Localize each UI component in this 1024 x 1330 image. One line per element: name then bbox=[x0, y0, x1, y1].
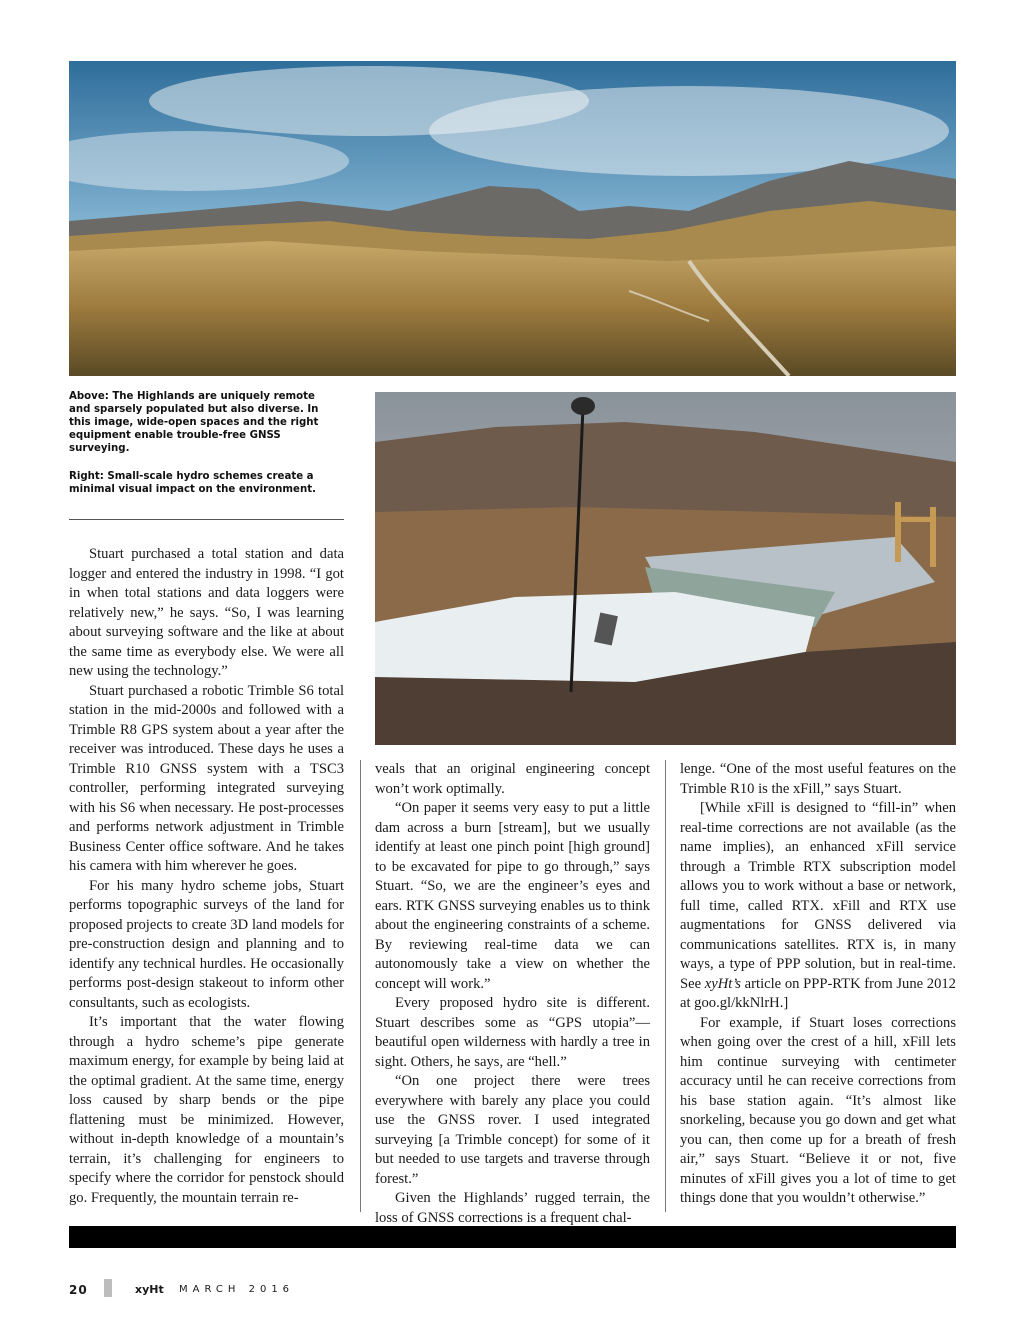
folio-marker bbox=[104, 1279, 112, 1297]
article-paragraph: For his many hydro scheme jobs, Stuart performs topographic surveys of the land for proposed projects to create 3D land models for pre-construction design and planning and to identify any technical hurdles. He occasionally performs post-design stakeout to inform other consultants, such as ecologists. bbox=[69, 877, 344, 1011]
issue-date: MARCH 2016 bbox=[179, 1284, 295, 1295]
highlands-landscape-photo bbox=[69, 61, 956, 376]
article-paragraph: Stuart purchased a robotic Trimble S6 total station in the mid-2000s and followed with a Trimble R8 GPS system about a year after the receiver was introduced. These days he uses a Trimble R10 GNSS system with a TSC3 controller, performing integrated surveying with his S6 when necessary. He post-processes and performs network adjustment in Trimble Business Center office software. And he takes his camera with him wherever he goes. bbox=[69, 682, 344, 874]
caption-above-label: Above: bbox=[69, 391, 109, 402]
article-paragraph: lenge. “One of the most useful features on the Trimble R10 is the xFill,” says Stuart. bbox=[680, 761, 956, 797]
column-divider bbox=[360, 760, 361, 1212]
article-column-2 bbox=[375, 760, 650, 1228]
article-paragraph: “On paper it seems very easy to put a little dam across a burn [stream], but we usually identify at least one pinch point [high ground] to be excavated for pipe to go through,” says Stuart. “So, we are the engineer’s eyes and ears. RTK GNSS surveying enables us to think about the engineering constraints of a scheme. By reviewing real-time data we can autonomously take a view on whether the concept will work.” bbox=[375, 800, 650, 992]
article-paragraph: Stuart purchased a total station and data logger and entered the industry in 1998. “I got in when total stations and data loggers were relatively new,” he says. “So, I was learning about surveying software and the like at about the same time as everybody else. We were all new using the technology.” bbox=[69, 546, 344, 679]
article-paragraph: Every proposed hydro site is different. Stuart describes some as “GPS utopia”—beautiful open wilderness with hardly a tree in sight. Others, he says, are “hell.” bbox=[375, 995, 650, 1070]
caption-right-label: Right: bbox=[69, 471, 104, 482]
caption-above-text: The Highlands are uniquely remote and sparsely populated but also diverse. In this image, wide-open spaces and the right equipment enable trouble-free GNSS surveying. bbox=[69, 391, 319, 454]
article-paragraph: veals that an original engineering concept won’t work optimally. bbox=[375, 761, 650, 797]
paragraph-text: [While xFill is designed to “fill-in” when real-time corrections are not available (as the name implies), an enhanced xFill service through a Trimble RTX subscription model allows you to work without a base or network, full time, called RTX. xFill and RTX use augmentations for GNSS delivered via communications satellites. RTX is, in many ways, a type of PPP solution, but in real-time. See bbox=[680, 800, 956, 992]
article-paragraph-xfill bbox=[680, 799, 956, 1014]
magazine-name: xyHt bbox=[135, 1283, 164, 1296]
article-paragraph: “On one project there were trees everywhere with barely any place you could use the GNSS rover. I used integrated surveying [a Trimble concept) for some of it but needed to use targets and traverse through forest.” bbox=[375, 1073, 650, 1187]
article-paragraph: It’s important that the water flowing through a hydro scheme’s pipe generate maximum energy, for example by being laid at the optimal gradient. At the same time, energy loss caused by sharp bends or the pipe flattening must be minimized. However, without in-depth knowledge of a mountain’s terrain, it’s challenging for engineers to specify where the corridor for penstock should go. Frequently, the mountain terrain re- bbox=[69, 1014, 344, 1206]
caption-divider bbox=[69, 519, 344, 520]
article-paragraph: Given the Highlands’ rugged terrain, the loss of GNSS corrections is a frequent chal- bbox=[375, 1190, 650, 1226]
article-column-3 bbox=[680, 760, 956, 1209]
caption-right bbox=[69, 470, 339, 496]
hydro-scheme-photo bbox=[375, 392, 956, 745]
footer-bar bbox=[69, 1226, 956, 1248]
paragraph-text: article on PPP-RTK from June 2012 at goo.gl/kkNlrH.] bbox=[680, 975, 956, 1011]
magazine-name-italic: xyHt’s bbox=[704, 975, 741, 992]
page-number: 20 bbox=[69, 1283, 88, 1297]
article-column-1 bbox=[69, 545, 344, 1208]
caption-above bbox=[69, 390, 339, 455]
column-divider bbox=[665, 760, 666, 1212]
article-paragraph: For example, if Stuart loses corrections when going over the crest of a hill, xFill lets him continue surveying with centimeter accuracy until he can receive corrections from his base station again. “It’s almost like snorkeling, because you go down and get what you can, then come up for a breath of fresh air,” says Stuart. “Believe it or not, five minutes of xFill gives you a lot of time to get things done that you wouldn’t otherwise.” bbox=[680, 1014, 956, 1206]
caption-right-text: Small-scale hydro schemes create a minimal visual impact on the environment. bbox=[69, 471, 316, 495]
